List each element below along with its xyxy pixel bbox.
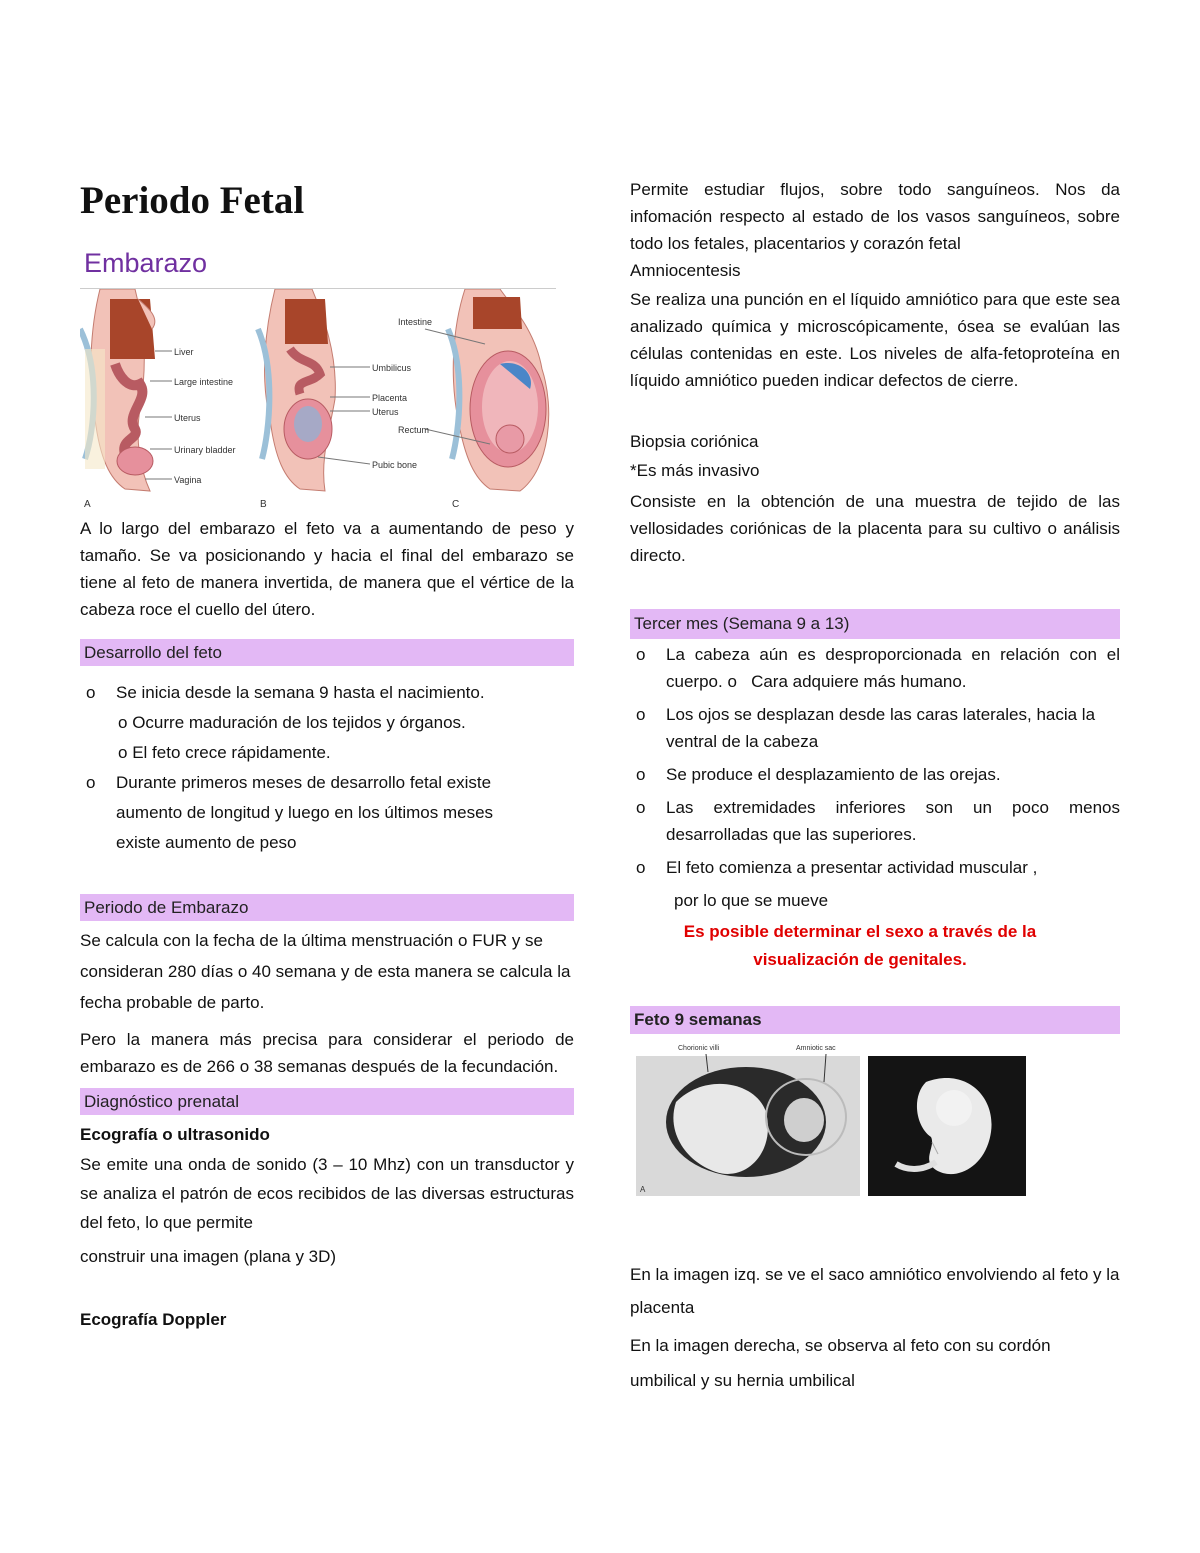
panel-a-drawing: [80, 289, 155, 491]
intro-paragraph: A lo largo del embarazo el feto va a aumentando de peso y tamaño. Se va posicionando y hacia el final del embarazo se tiene al feto de manera invertida, de manera que el vértice de la cabeza roce el cuello del útero.: [80, 519, 574, 619]
caption-1: En la imagen izq. se ve el saco amniótico envolviendo al feto y la placenta: [630, 1265, 1120, 1317]
biopsia-note: *Es más invasivo: [630, 461, 760, 480]
ecografia-title: Ecografía o ultrasonido: [80, 1125, 270, 1144]
section-bar-diagnostico: Diagnóstico prenatal: [80, 1088, 574, 1115]
section-bar-tercer-mes: Tercer mes (Semana 9 a 13): [630, 609, 1120, 639]
list-item: o La cabeza aún es desproporcionada en relación con el cuerpo. o Cara adquiere más humano.: [636, 645, 1120, 691]
label-liver: Liver: [174, 347, 194, 357]
doppler-text: Permite estudiar flujos, sobre todo sanguíneos. Nos da infomación respecto al estado de los vasos sanguíneos, sobre todo los fetales, placentarios y corazón fetal: [630, 180, 1120, 253]
amnio-text: Se realiza una punción en el líquido amniótico para que este sea analizado química y microscópicamente, ósea se evalúan las células contenidas en este. Los niveles de alfa-fetoproteína en líquido amniótico pueden indicar defectos de cierre.: [630, 290, 1120, 390]
section-bar-periodo: Periodo de Embarazo: [80, 894, 574, 921]
label-rectum: Rectum: [398, 425, 430, 435]
fetus-photo-figure: [636, 1042, 1028, 1202]
label-large-intestine: Large intestine: [174, 377, 234, 387]
label-panel-b: B: [260, 499, 267, 510]
page-title: Periodo Fetal: [80, 179, 305, 222]
label-panel-a: A: [84, 499, 91, 510]
sub-item: o Ocurre maduración de los tejidos y órganos.: [118, 713, 466, 732]
label-intestine: Intestine: [398, 317, 433, 327]
right-column: [630, 176, 1120, 1398]
list-item: o El feto comienza a presentar actividad muscular ,: [636, 858, 1038, 877]
list-item: o Las extremidades inferiores son un poco menos desarrolladas que las superiores.: [636, 798, 1120, 844]
list-item: o Se produce el desplazamiento de las orejas.: [636, 765, 1001, 784]
list-item: o Durante primeros meses de desarrollo fetal existe aumento de longitud y luego en los últimos meses existe aumento de peso: [86, 773, 494, 852]
panel-c-drawing: [448, 289, 549, 491]
doppler-title: Ecografía Doppler: [80, 1310, 227, 1329]
label-chorionic-villi: Chorionic villi: [678, 1045, 720, 1052]
desarrollo-list: [80, 678, 574, 708]
ecografia-text-2: construir una imagen (plana y 3D): [80, 1247, 337, 1266]
label-urinary-bladder: Urinary bladder: [174, 445, 236, 455]
label-umbilicus: Umbilicus: [372, 363, 412, 373]
label-amniotic-sac: Amniotic sac: [796, 1045, 836, 1052]
biopsia-text: Consiste en la obtención de una muestra de tejido de las vellosidades coriónicas de la placenta para su cultivo o análisis directo.: [630, 492, 1120, 565]
periodo-paragraph-2: Pero la manera más precisa para considerar el periodo de embarazo es de 266 o 38 semanas después de la fecundación.: [80, 1030, 574, 1076]
panel-b-drawing: [258, 289, 335, 491]
label-uterus-b: Uterus: [372, 407, 399, 417]
label-pubic-bone: Pubic bone: [372, 460, 418, 470]
section-bar-desarrollo: Desarrollo del feto: [80, 639, 574, 666]
label-placenta: Placenta: [372, 393, 408, 403]
pregnancy-anatomy-figure: [80, 288, 556, 511]
red-note: Es posible determinar el sexo a través de la visualización de genitales.: [683, 922, 1037, 969]
label-panel-c: C: [452, 499, 460, 510]
list-item: o Los ojos se desplazan desde las caras laterales, hacia la ventral de la cabeza: [636, 705, 1096, 751]
biopsia-title: Biopsia coriónica: [630, 432, 759, 451]
label-uterus: Uterus: [174, 413, 201, 423]
desarrollo-list-2: [80, 768, 574, 858]
list-item: o Se inicia desde la semana 9 hasta el nacimiento.: [86, 683, 485, 702]
ecografia-text: Se emite una onda de sonido (3 – 10 Mhz) con un transductor y se analiza el patrón de ecos recibidos de las diversas estructuras del feto, lo que permite: [80, 1155, 574, 1232]
caption-2: En la imagen derecha, se observa al feto con su cordón umbilical y su hernia umbilical: [630, 1336, 1051, 1390]
tercer-mes-list: [630, 641, 1120, 881]
label-vagina: Vagina: [174, 475, 202, 485]
section-heading-embarazo: Embarazo: [84, 248, 208, 278]
tercer-mes-continuation: por lo que se mueve: [674, 891, 829, 910]
sub-item: o El feto crece rápidamente.: [118, 743, 331, 762]
label-photo-a: A: [640, 1185, 646, 1194]
left-column: [80, 170, 574, 1333]
section-bar-feto-9: Feto 9 semanas: [630, 1006, 1120, 1034]
periodo-paragraph-1: Se calcula con la fecha de la última menstruación o FUR y se consideran 280 días o 40 semana y de esta manera se calcula la fecha probable de parto.: [80, 931, 571, 1012]
amnio-title: Amniocentesis: [630, 261, 741, 280]
